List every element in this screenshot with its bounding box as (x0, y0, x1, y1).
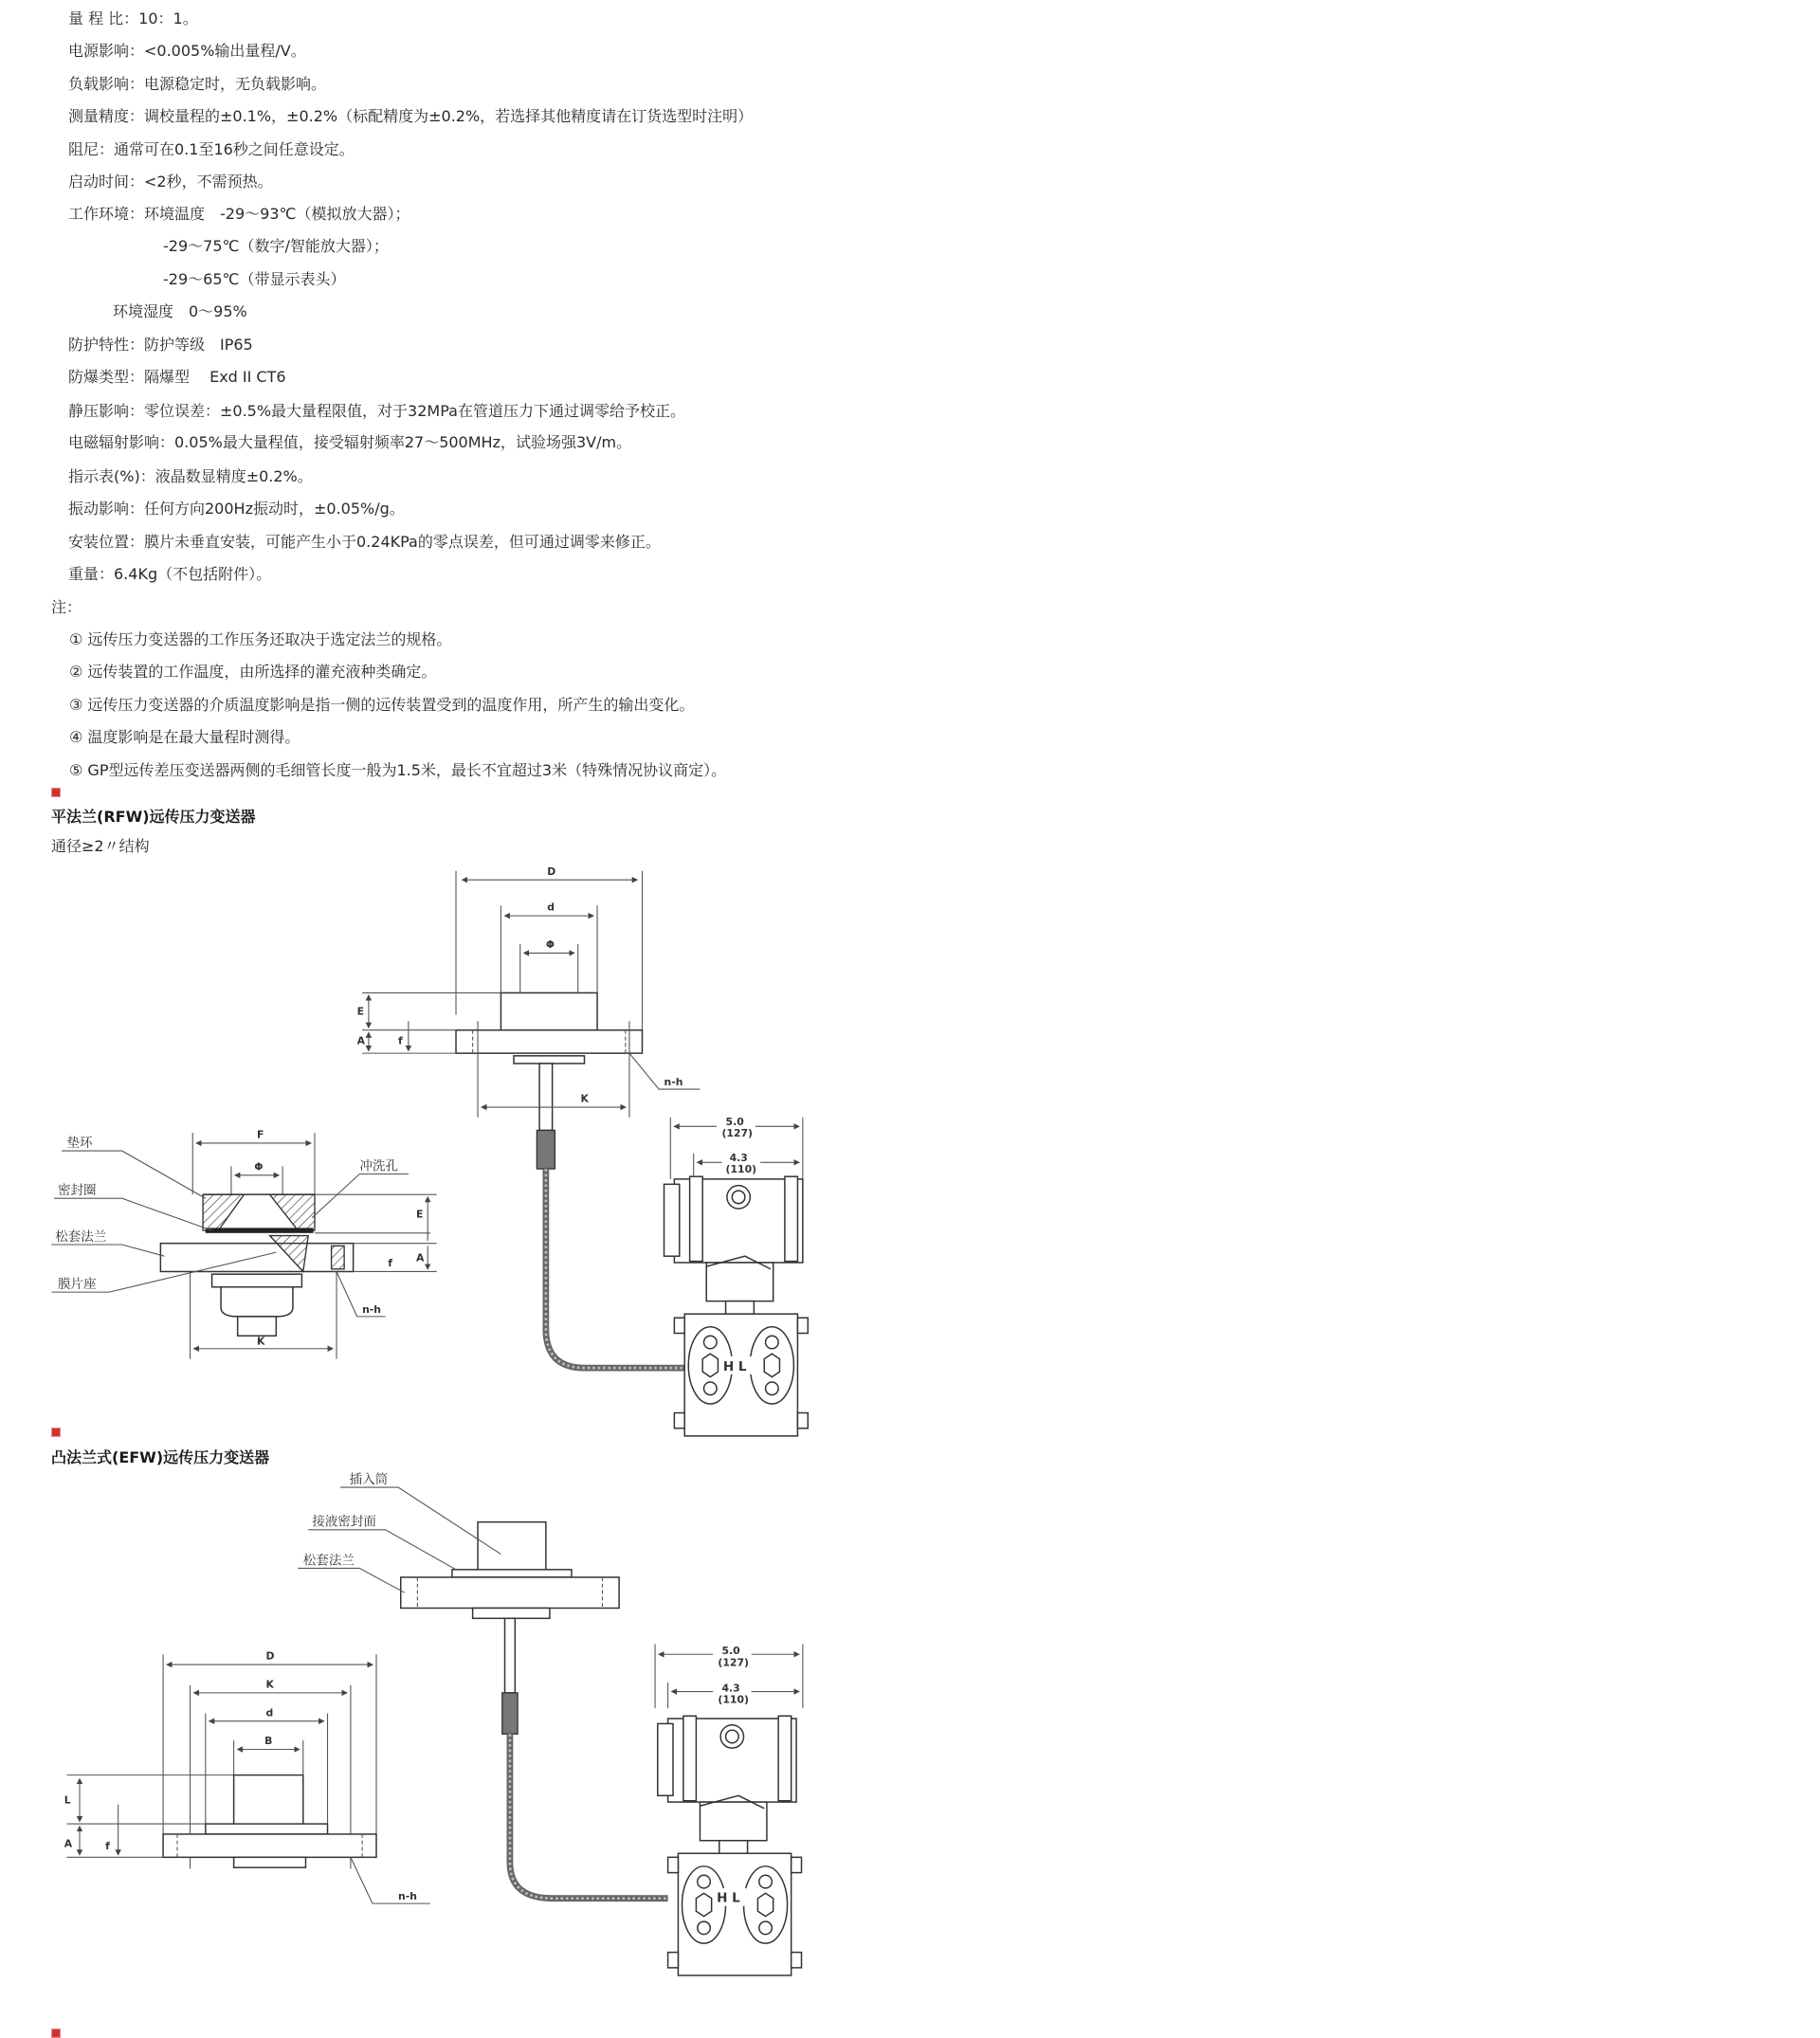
spec-line: 振动影响：任何方向200Hz振动时，±0.05%/g。 (68, 500, 405, 518)
spec-line: 重量：6.4Kg（不包括附件）。 (68, 565, 272, 583)
section2-title: 凸法兰式(EFW)远传压力变送器 (51, 1448, 270, 1466)
dim-K-2: K (256, 1335, 265, 1348)
spec-line: 静压影响：零位误差：±0.5%最大量程限值，对于32MPa在管道压力下通过调零给予校正。 (68, 402, 685, 420)
dim-width-mm: (127) (721, 1127, 754, 1140)
dim-A-3: A (64, 1837, 73, 1850)
note-line: ② 远传装置的工作温度，由所选择的灌充液种类确定。 (69, 663, 437, 681)
spec-line: 工作环境：环境温度 -29～93℃（模拟放大器）； (68, 205, 410, 223)
dim-width-in: 5.0 (725, 1115, 744, 1128)
port-label-hl-2: H L (717, 1890, 740, 1906)
rfw-flange-drawing (357, 865, 701, 1368)
rfw-detail-drawing (51, 1129, 436, 1359)
dim-K-3: K (265, 1678, 274, 1691)
efw-detail-drawing (64, 1650, 430, 1903)
spec-line: 安装位置：膜片未垂直安装，可能产生小于0.24KPa的零点误差，但可通过调零来修正。 (68, 533, 661, 551)
notes-label: 注： (51, 598, 82, 616)
spec-line: 防爆类型：隔爆型 Exd II CT6 (68, 368, 286, 386)
spec-line: 量 程 比：10：1。 (68, 9, 198, 27)
dim-E: E (356, 1005, 365, 1018)
dim-f: f (398, 1034, 403, 1047)
label-insert: 插入筒 (349, 1472, 389, 1488)
dim-E-2: E (416, 1208, 424, 1221)
label-seal: 密封圈 (57, 1183, 97, 1199)
label-gasket: 垫环 (66, 1136, 93, 1152)
port-label-hl: H L (722, 1358, 747, 1374)
label-diaphragm-seat: 膜片座 (57, 1277, 97, 1293)
dim-f-3: f (105, 1840, 110, 1853)
spec-line: 电磁辐射影响：0.05%最大量程值，接受辐射频率27～500MHz，试验场强3V/m。 (68, 433, 632, 451)
dim-d: d (547, 901, 555, 914)
dim-nh-3: n-h (398, 1890, 417, 1903)
label-seal-face: 接液密封面 (312, 1514, 376, 1530)
transmitter-drawing-1 (664, 1115, 809, 1436)
label-loose-flange-2: 松套法兰 (302, 1553, 355, 1569)
dim-nh-2: n-h (362, 1302, 382, 1316)
dim-d-3: d (265, 1706, 274, 1720)
dim-K: K (580, 1092, 589, 1105)
section1-title: 平法兰(RFW)远传压力变送器 (51, 808, 256, 826)
note-line: ③ 远传压力变送器的介质温度影响是指一侧的远传装置受到的温度作用，所产生的输出变化。 (69, 696, 695, 714)
label-flush-hole: 冲洗孔 (359, 1158, 398, 1174)
spec-line: -29～75℃（数字/智能放大器）； (163, 237, 389, 255)
label-loose-flange: 松套法兰 (55, 1228, 107, 1245)
dim-A-2: A (416, 1251, 425, 1265)
dim-width-mm-2: (127) (718, 1656, 749, 1669)
spec-line: 测量精度：调校量程的±0.1%，±0.2%（标配精度为±0.2%，若选择其他精度请在订货选型时注明） (68, 107, 754, 125)
dim-nh: n-h (664, 1075, 683, 1088)
dim-D-3: D (265, 1649, 275, 1663)
dim-f-2: f (388, 1257, 392, 1270)
spec-line: 启动时间：<2秒，不需预热。 (68, 173, 273, 191)
section1-subtitle: 通径≥2〃结构 (51, 837, 150, 855)
dim-width2-in: 4.3 (729, 1151, 748, 1164)
spec-line: 阻尼：通常可在0.1至16秒之间任意设定。 (68, 140, 355, 158)
dim-phi-2: Φ (254, 1160, 264, 1174)
spec-line: 负载影响：电源稳定时，无负载影响。 (68, 75, 327, 93)
dim-width2-mm: (110) (725, 1163, 757, 1176)
note-line: ① 远传压力变送器的工作压务还取决于选定法兰的规格。 (69, 630, 452, 648)
dim-D: D (547, 864, 556, 878)
dim-width-in-2: 5.0 (721, 1645, 740, 1658)
spec-line: 指示表(%)：液晶数显精度±0.2%。 (68, 467, 313, 485)
dim-L: L (64, 1793, 71, 1807)
spec-line: 防护特性：防护等级 IP65 (68, 336, 253, 354)
note-line: ⑤ GP型远传差压变送器两侧的毛细管长度一般为1.5米，最长不宜超过3米（特殊情况协议商定）。 (69, 761, 727, 779)
spec-line: 电源影响：<0.005%输出量程/V。 (68, 42, 306, 60)
dim-width2-in-2: 4.3 (721, 1682, 740, 1695)
dim-B: B (264, 1735, 273, 1748)
dim-A: A (356, 1034, 366, 1047)
spec-line: 环境湿度 0～95% (113, 302, 247, 320)
note-line: ④ 温度影响是在最大量程时测得。 (69, 728, 300, 746)
transmitter-drawing-2 (655, 1644, 803, 1975)
dim-phi: Φ (545, 938, 555, 952)
dim-F: F (256, 1128, 264, 1141)
spec-line: -29～65℃（带显示表头） (163, 270, 346, 288)
dim-width2-mm-2: (110) (718, 1693, 749, 1706)
